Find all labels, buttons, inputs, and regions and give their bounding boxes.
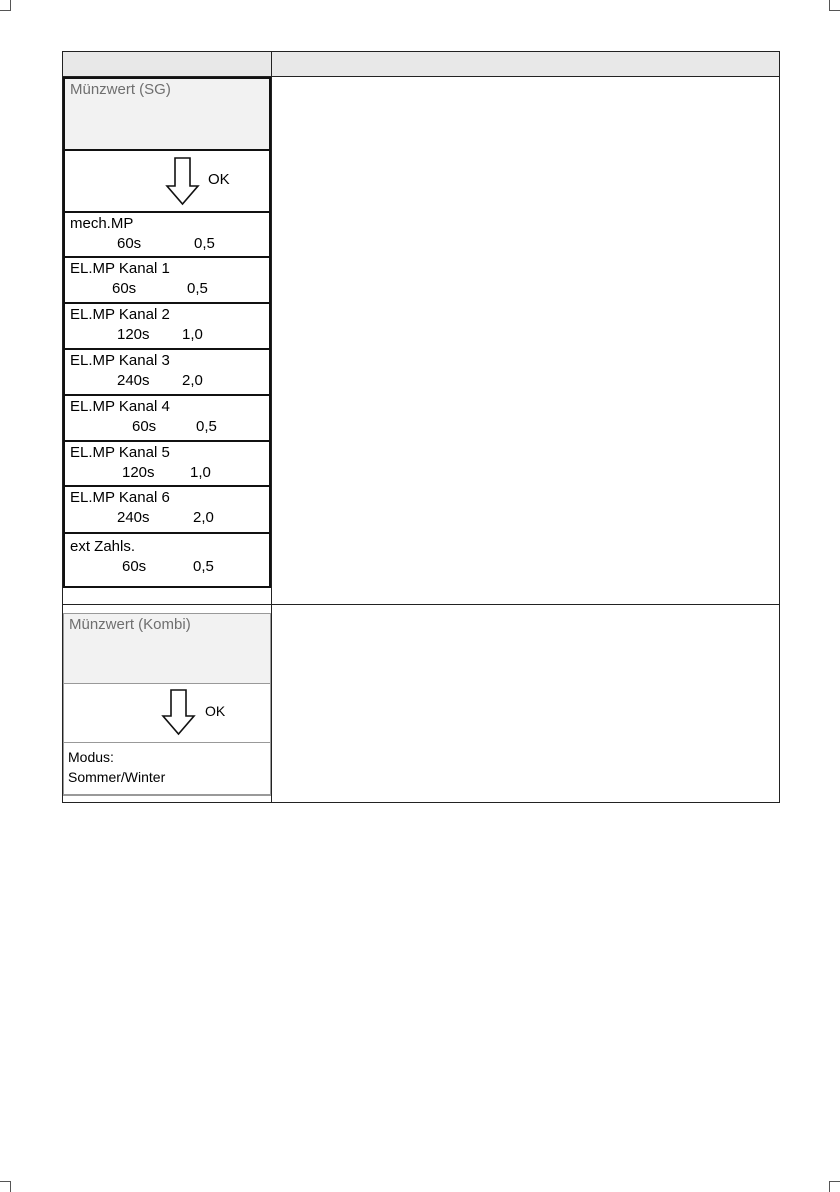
crop-mark-top-left [0,0,11,11]
entry-time: 120s [117,326,150,343]
list-item [65,534,269,586]
list-item [65,304,269,350]
list-item [65,258,269,304]
list-item [65,442,269,487]
entry-time: 60s [117,235,142,252]
crop-mark-bottom-left [0,1181,11,1192]
list-item [65,396,269,442]
entry-value: 0,5 [193,558,214,575]
header-cell-description [272,52,780,77]
table-row-kombi [63,605,780,803]
list-item [65,487,269,534]
ok-step-kombi [64,684,270,743]
entry-name: EL.MP Kanal 2 [70,306,170,323]
ok-label-sg: OK [208,171,230,188]
header-cell-display [63,52,272,77]
entry-value: 2,0 [193,509,214,526]
description-cell-sg [272,77,780,605]
list-item [65,213,269,258]
entry-time: 60s [112,280,137,297]
display-panel-kombi [63,613,271,796]
entry-name: EL.MP Kanal 5 [70,444,170,461]
settings-table [62,51,780,803]
entry-name: EL.MP Kanal 6 [70,489,170,506]
crop-mark-top-right [829,0,840,11]
entry-value: 0,5 [187,280,208,297]
entry-time: 240s [117,509,150,526]
display-cell-sg [63,77,272,605]
entry-name: ext Zahls. [70,538,136,555]
list-item [65,350,269,396]
table-header-row [63,52,780,77]
entry-name: EL.MP Kanal 1 [70,260,170,277]
ok-label-kombi: OK [205,703,226,719]
entry-time: 60s [132,418,157,435]
entry-time: 240s [117,372,150,389]
modus-label: Modus: [68,749,114,765]
entry-name: EL.MP Kanal 4 [70,398,170,415]
entry-value: 1,0 [182,326,203,343]
panel-title-sg: Münzwert (SG) [65,79,269,151]
table-row-sg [63,77,780,605]
down-arrow-icon [65,151,265,211]
modus-section [64,743,270,795]
entry-value: 0,5 [194,235,215,252]
down-arrow-icon [64,684,264,742]
crop-mark-bottom-right [829,1181,840,1192]
modus-value: Sommer/Winter [68,769,166,785]
entry-name: EL.MP Kanal 3 [70,352,170,369]
entry-time: 120s [122,464,155,481]
display-panel-sg [63,77,271,588]
description-cell-kombi [272,605,780,803]
entry-value: 2,0 [182,372,203,389]
entry-name: mech.MP [70,215,134,232]
entry-value: 0,5 [196,418,217,435]
display-cell-kombi [63,605,272,803]
entry-time: 60s [122,558,147,575]
panel-title-kombi: Münzwert (Kombi) [64,614,270,684]
entry-value: 1,0 [190,464,211,481]
ok-step-sg [65,151,269,213]
